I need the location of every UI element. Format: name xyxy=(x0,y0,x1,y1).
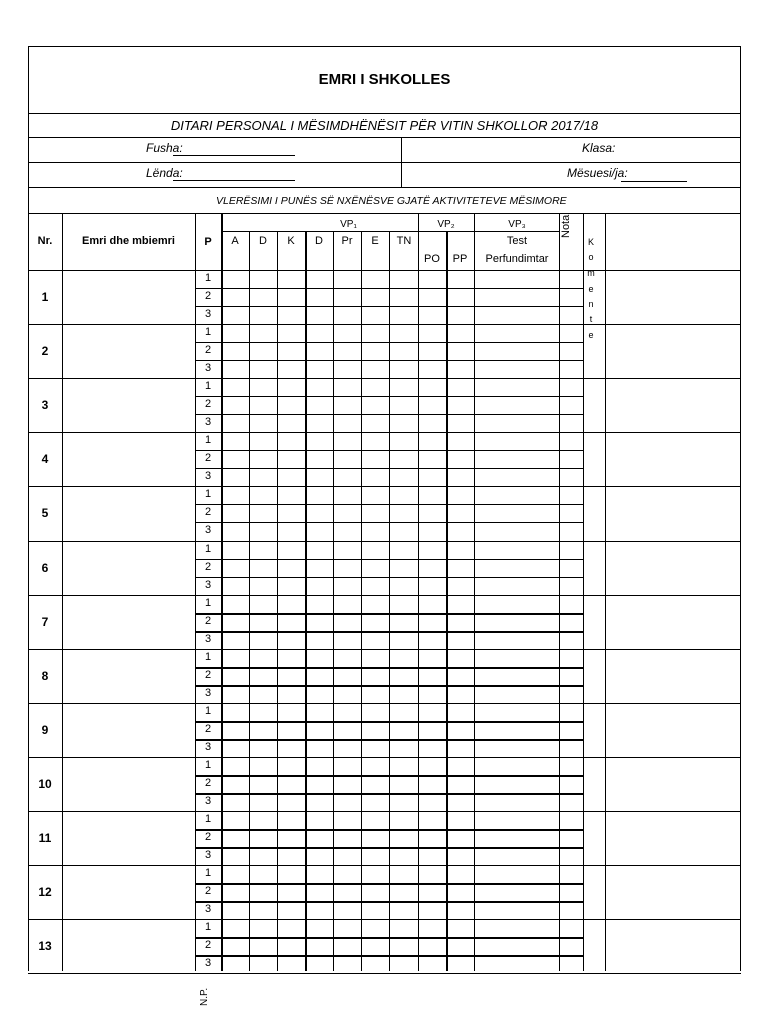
student-name-cell[interactable] xyxy=(63,325,194,377)
student-name-cell[interactable] xyxy=(63,596,194,648)
title-bottom-border xyxy=(28,113,741,114)
col-test-final: Perfundimtar xyxy=(485,253,549,265)
sub-row-line xyxy=(195,775,583,777)
sub-row-line xyxy=(195,739,583,741)
period-number: 1 xyxy=(205,488,212,501)
grid-col-line xyxy=(221,213,223,971)
sub-row-line xyxy=(195,450,583,451)
period-number: 1 xyxy=(205,326,212,339)
col-vp3: VP₃ xyxy=(508,219,526,230)
period-number: 2 xyxy=(205,506,212,519)
right-border xyxy=(740,46,741,971)
col-vp1-e: E xyxy=(371,235,379,247)
sub-row-line xyxy=(195,847,583,849)
fusha-row-border xyxy=(28,162,741,163)
period-number: 1 xyxy=(205,434,212,447)
student-name-cell[interactable] xyxy=(63,379,194,431)
sub-row-line xyxy=(195,306,583,307)
sub-row-line xyxy=(195,414,583,415)
period-number: 3 xyxy=(205,957,212,970)
vp-header-line xyxy=(221,231,559,232)
period-number: 3 xyxy=(205,686,212,699)
sub-row-line xyxy=(195,504,583,505)
period-number: 3 xyxy=(205,416,212,429)
col-vp2-pp: PP xyxy=(452,253,468,265)
sub-row-line xyxy=(195,468,583,469)
period-number: 2 xyxy=(205,290,212,303)
sub-row-line xyxy=(195,955,583,957)
student-name-cell[interactable] xyxy=(63,920,194,972)
period-number: 3 xyxy=(205,632,212,645)
col-vp1-d2: D xyxy=(315,235,323,247)
period-number: 1 xyxy=(205,650,212,663)
period-number: 3 xyxy=(205,470,212,483)
student-name-cell[interactable] xyxy=(63,271,194,323)
school-name: EMRI I SHKOLLES xyxy=(318,71,451,88)
mesuesi-field[interactable] xyxy=(621,181,687,182)
period-number: 2 xyxy=(205,452,212,465)
period-number: 2 xyxy=(205,398,212,411)
sub-row-line xyxy=(195,721,583,723)
sub-row-line xyxy=(195,559,583,560)
period-number: 2 xyxy=(205,722,212,735)
lenda-field[interactable] xyxy=(173,180,295,181)
student-name-cell[interactable] xyxy=(63,812,194,864)
sub-row-line xyxy=(195,829,583,831)
row-number: 11 xyxy=(38,831,52,846)
row-number: 7 xyxy=(41,614,49,629)
period-number: 1 xyxy=(205,596,212,609)
fusha-label: Fusha: xyxy=(146,141,183,155)
col-nota: Nota xyxy=(560,214,572,238)
col-vp1-tn: TN xyxy=(396,235,412,247)
period-number: 1 xyxy=(205,867,212,880)
sub-row-line xyxy=(195,937,583,939)
footer-np: N.P. xyxy=(199,987,210,1006)
grid-col-line xyxy=(583,213,584,971)
student-name-cell[interactable] xyxy=(63,704,194,756)
period-number: 1 xyxy=(205,813,212,825)
period-number: 3 xyxy=(205,740,212,753)
grid-col-line xyxy=(559,213,560,971)
period-number: 2 xyxy=(205,668,212,681)
lenda-label: Lënda: xyxy=(146,166,183,180)
lenda-row-border xyxy=(28,187,741,188)
klasa-label: Klasa: xyxy=(582,141,616,155)
row-number: 10 xyxy=(38,776,52,791)
row-number: 2 xyxy=(41,344,49,359)
col-vp2: VP₂ xyxy=(437,219,455,230)
col-nr: Nr. xyxy=(37,235,53,247)
sub-row-line xyxy=(195,342,583,343)
student-name-cell[interactable] xyxy=(63,542,194,594)
period-number: 3 xyxy=(205,578,212,591)
col-vp1-k: K xyxy=(287,235,295,247)
period-number: 2 xyxy=(205,560,212,573)
grid-col-line xyxy=(605,213,606,971)
period-number: 1 xyxy=(205,921,212,934)
col-vp1-a: A xyxy=(231,235,239,247)
student-name-cell[interactable] xyxy=(63,758,194,810)
sub-row-line xyxy=(195,685,583,687)
row-line xyxy=(28,973,741,974)
student-name-cell[interactable] xyxy=(63,433,194,485)
section-title-bottom xyxy=(28,213,741,214)
row-number: 3 xyxy=(41,398,49,413)
period-number: 3 xyxy=(205,524,212,537)
sub-row-line xyxy=(195,901,583,903)
period-number: 2 xyxy=(205,831,212,844)
fusha-field[interactable] xyxy=(173,155,295,156)
row-number: 12 xyxy=(38,885,52,900)
sub-row-line xyxy=(195,793,583,795)
diary-subtitle: DITARI PERSONAL I MËSIMDHËNËSIT PËR VITIN SHKOLLOR 2017/18 xyxy=(170,118,599,133)
row-number: 8 xyxy=(41,668,49,683)
row-number: 4 xyxy=(41,452,49,467)
sub-row-line xyxy=(195,613,583,615)
sub-row-line xyxy=(195,577,583,578)
sub-row-line xyxy=(195,288,583,289)
grid-col-line xyxy=(418,213,419,971)
col-vp1-pr: Pr xyxy=(341,235,353,247)
col-vp1: VP₁ xyxy=(340,219,357,230)
row-number: 6 xyxy=(41,560,49,575)
period-number: 1 xyxy=(205,704,212,717)
student-name-cell[interactable] xyxy=(63,866,194,918)
period-number: 2 xyxy=(205,776,212,789)
subtitle-bottom-border xyxy=(28,137,741,138)
period-number: 1 xyxy=(205,542,212,555)
section-title: VLERËSIMI I PUNËS SË NXËNËSVE GJATË AKTIVITETEVE MËSIMORE xyxy=(216,195,567,207)
title-top-border xyxy=(28,46,741,47)
row-number: 5 xyxy=(41,506,49,521)
sub-row-line xyxy=(195,360,583,361)
col-name: Emri dhe mbiemri xyxy=(82,235,175,247)
sub-row-line xyxy=(195,883,583,885)
period-number: 3 xyxy=(205,308,212,321)
mesuesi-label: Mësuesi/ja: xyxy=(567,166,628,180)
period-number: 3 xyxy=(205,794,212,807)
period-number: 2 xyxy=(205,614,212,627)
period-number: 2 xyxy=(205,344,212,357)
grid-col-line xyxy=(474,213,475,971)
sub-row-line xyxy=(195,667,583,669)
row-number: 13 xyxy=(38,939,52,954)
period-number: 1 xyxy=(205,380,212,393)
student-name-cell[interactable] xyxy=(63,487,194,539)
sub-row-line xyxy=(195,522,583,523)
col-vp2-po: PO xyxy=(424,253,440,265)
period-number: 3 xyxy=(205,362,212,375)
period-number: 2 xyxy=(205,939,212,952)
col-p: P xyxy=(204,236,212,248)
period-number: 3 xyxy=(205,903,212,916)
grid-col-line xyxy=(195,213,196,971)
student-name-cell[interactable] xyxy=(63,650,194,702)
period-number: 3 xyxy=(205,849,212,862)
period-number: 1 xyxy=(205,272,212,284)
col-test: Test xyxy=(506,235,528,247)
period-number: 1 xyxy=(205,758,212,771)
period-number: 2 xyxy=(205,885,212,898)
sub-row-line xyxy=(195,396,583,397)
row-number: 9 xyxy=(41,722,49,737)
row-number: 1 xyxy=(41,290,49,305)
col-vp1-d: D xyxy=(259,235,267,247)
sub-row-line xyxy=(195,631,583,633)
